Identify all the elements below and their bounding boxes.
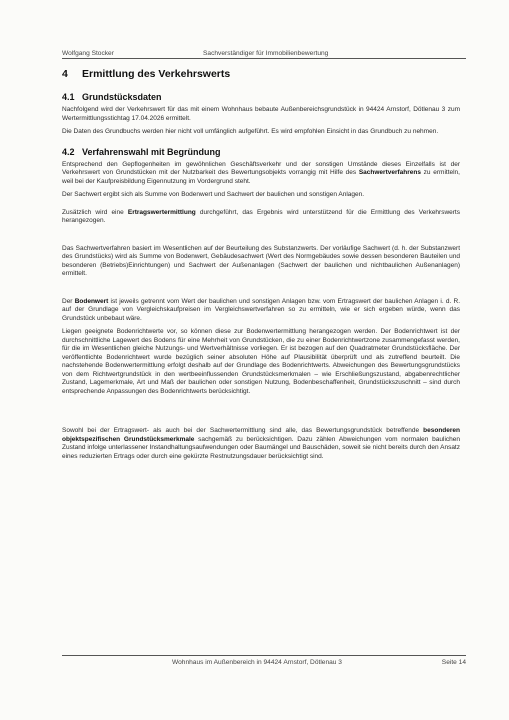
text-run: sachgemäß zu berücksichtigen. Dazu zählen Abweichungen vom normalen baulichen Zustand infolge unterlassener Instandhaltungsaufwendungen oder Baumängel und Bauschäden, soweit sie nicht bereits durch den Ansatz eines reduzierten Ertrags oder durch eine gekürzte Restnutzungsdauer berücksichtigt sind. <box>62 435 461 460</box>
text-run: zu ermitteln, weil bei der Kaufpreisbildung Eigennutzung im Vordergrund steht. <box>62 169 460 185</box>
section-title: Ermittlung des Verkehrswerts <box>82 68 231 80</box>
text-run: Entsprechend den Gepflogenheiten im gewöhnlichen Geschäftsverkehr und der sonstigen Umstände dieses Einzelfalls ist der Verkehrswert von Grundstücken mit der Nutzbarkeit des Bewertungsobjekts vorrangig mit Hilfe des <box>62 160 460 176</box>
page-body <box>62 64 460 466</box>
section-title: Verfahrenswahl mit Begründung <box>82 146 221 157</box>
section-heading-4-1 <box>62 91 460 103</box>
bold-term: besonderen objektspezifischen Grundstücksmerkmale <box>62 427 460 443</box>
paragraph-sachwertverfahren: Das Sachwertverfahren basiert im Wesentlichen auf der Beurteilung des Substanzwerts. Der vorläufige Sachwert (d. h. der Substanzwert des Grundstücks) wird als Summe von Bodenwert, Gebäudesachwert (Wert des Normgebäudes sowie dessen besonderen Bauteilen und besonderen (Betriebs)Einrichtungen) und Sachwert der Außenanlagen (Sachwert der baulichen und nichtbaulichen Außenanlagen) ermittelt. <box>62 244 460 277</box>
header-author: Wolfgang Stocker <box>62 50 114 57</box>
section-heading-4-2 <box>62 146 460 158</box>
footer-address: Wohnhaus im Außenbereich in 94424 Arnstorf, Dötlenau 3 <box>172 659 342 666</box>
page-number: Seite 14 <box>441 659 466 666</box>
paragraph-grundstueck-intro: Nachfolgend wird der Verkehrswert für das mit einem Wohnhaus bebaute Außenbereichsgrundstück in 94424 Arnstorf, Dötlenau 3 zum Wertermittlungsstichtag 17.04.2026 ermittelt. <box>62 106 460 122</box>
page-footer <box>62 655 466 668</box>
text-run: ist jeweils getrennt vom Wert der baulichen und sonstigen Anlagen bzw. vom Ertragswert der baulichen Anlagen i. d. R. auf der Grundlage von Vergleichskaufpreisen im Vergleichswertverfahren so zu ermitteln, wie er sich ergeben würde, wenn das Grundstück unbebaut wäre. <box>62 297 460 322</box>
paragraph-verfahrenswahl <box>62 161 460 187</box>
section-number: 4.2 <box>62 146 75 157</box>
page-header <box>62 46 466 59</box>
paragraph-ertragswert <box>62 209 460 226</box>
section-number: 4 <box>62 68 68 80</box>
paragraph-bodenrichtwert: Liegen geeignete Bodenrichtwerte vor, so können diese zur Bodenwertermittlung herangezogen werden. Der Bodenrichtwert ist der durchschnittliche Lagewert des Bodens für eine Mehrheit von Grundstücken, die zu einer Bodenrichtwertzone zusammengefasst werden, für die im Wesentlichen gleiche Nutzungs- und Wertverhältnisse vorliegen. Er ist bezogen auf den Quadratmeter Grundstücksfläche. Der veröffentlichte Bodenrichtwert wurde bezüglich seiner absoluten Höhe auf Plausibilität überprüft und als zutreffend beurteilt. Die nachstehende Bodenwertermittlung erfolgt deshalb auf der Grundlage des Bodenrichtwerts. Abweichungen des Bewertungsgrundstücks von dem Richtwertgrundstück in den wertbeeinflussenden Grundstücksmerkmalen – wie Erschließungszustand, abgabenrechtlicher Zustand, Lagemerkmale, Art und Maß der baulichen oder sonstigen Nutzung, Bodenbeschaffenheit, Grundstückszuschnitt – sind durch entsprechende Anpassungen des Bodenrichtwerts berücksichtigt. <box>62 328 460 395</box>
section-number: 4.1 <box>62 92 75 102</box>
section-heading-4 <box>62 68 460 81</box>
text-run: Zusätzlich wird eine <box>62 208 128 216</box>
bold-term: Bodenwert <box>74 297 109 305</box>
text-run: durchgeführt, das Ergebnis wird unterstützend für die Ermittlung des Verkehrswerts herangezogen. <box>62 208 460 224</box>
bold-term: Sachwertverfahrens <box>358 169 421 176</box>
paragraph-sachwert-summe: Der Sachwert ergibt sich als Summe von Bodenwert und Sachwert der baulichen und sonstigen Anlagen. <box>62 191 365 198</box>
header-subtitle: Sachverständiger für Immobilienbewertung <box>203 50 329 57</box>
paragraph-bodenwert <box>62 298 460 324</box>
section-title: Grundstücksdaten <box>82 92 162 102</box>
text-run: Der <box>62 297 75 305</box>
bold-term: Ertragswertermittlung <box>127 208 196 216</box>
paragraph-grundbuch-note: Die Daten des Grundbuchs werden hier nicht voll umfänglich aufgeführt. Es wird empfohlen Einsicht in das Grundbuch zu nehmen. <box>62 128 439 135</box>
paragraph-objektmerkmale <box>62 427 460 461</box>
text-run: Sowohl bei der Ertragswert- als auch bei der Sachwertermittlung sind alle, das Bewertungsgrundstück betreffende <box>62 427 424 434</box>
